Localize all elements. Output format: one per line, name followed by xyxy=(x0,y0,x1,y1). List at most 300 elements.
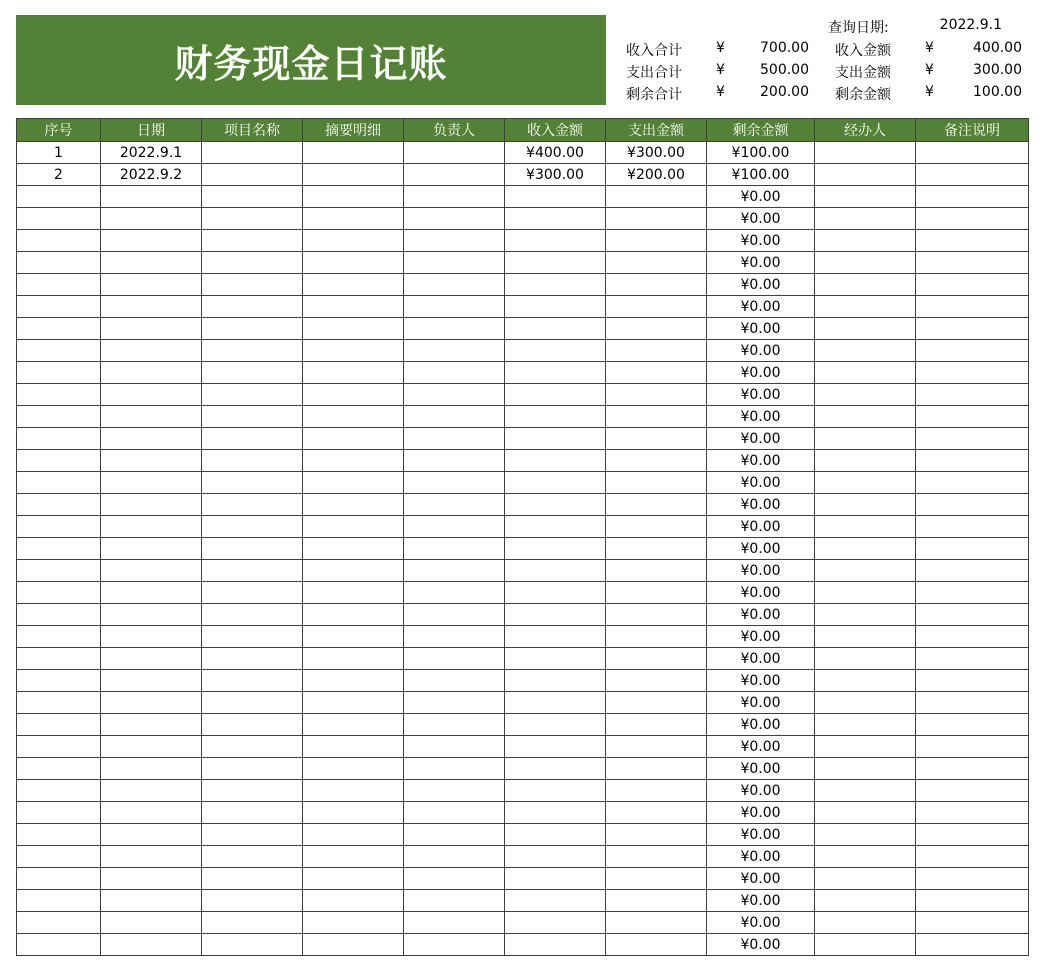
table-cell[interactable] xyxy=(916,560,1029,582)
column-header[interactable]: 经办人 xyxy=(815,119,916,142)
table-cell[interactable] xyxy=(815,626,916,648)
table-cell[interactable] xyxy=(606,296,707,318)
table-cell[interactable] xyxy=(916,582,1029,604)
table-cell[interactable]: ¥0.00 xyxy=(707,516,815,538)
table-cell[interactable] xyxy=(815,648,916,670)
table-cell[interactable] xyxy=(202,934,303,956)
table-cell[interactable] xyxy=(17,538,101,560)
table-cell[interactable] xyxy=(815,318,916,340)
table-cell[interactable] xyxy=(17,494,101,516)
table-cell[interactable] xyxy=(606,208,707,230)
table-cell[interactable] xyxy=(815,670,916,692)
table-cell[interactable] xyxy=(303,758,404,780)
table-cell[interactable] xyxy=(404,318,505,340)
table-cell[interactable] xyxy=(17,428,101,450)
table-cell[interactable] xyxy=(916,252,1029,274)
table-cell[interactable] xyxy=(404,692,505,714)
table-cell[interactable]: ¥300.00 xyxy=(505,164,606,186)
table-cell[interactable]: ¥0.00 xyxy=(707,714,815,736)
table-cell[interactable] xyxy=(404,494,505,516)
table-cell[interactable] xyxy=(404,824,505,846)
table-cell[interactable] xyxy=(606,868,707,890)
table-cell[interactable] xyxy=(916,604,1029,626)
table-cell[interactable] xyxy=(101,780,202,802)
table-cell[interactable] xyxy=(202,802,303,824)
table-cell[interactable] xyxy=(815,890,916,912)
table-cell[interactable] xyxy=(815,714,916,736)
table-cell[interactable]: ¥0.00 xyxy=(707,362,815,384)
table-cell[interactable]: ¥0.00 xyxy=(707,340,815,362)
table-cell[interactable] xyxy=(101,824,202,846)
table-cell[interactable] xyxy=(303,626,404,648)
table-cell[interactable] xyxy=(606,758,707,780)
table-cell[interactable] xyxy=(101,516,202,538)
table-cell[interactable] xyxy=(17,868,101,890)
table-cell[interactable] xyxy=(404,142,505,164)
table-cell[interactable]: ¥0.00 xyxy=(707,208,815,230)
table-cell[interactable] xyxy=(101,692,202,714)
table-cell[interactable] xyxy=(303,472,404,494)
table-cell[interactable] xyxy=(202,450,303,472)
table-cell[interactable] xyxy=(202,846,303,868)
table-cell[interactable] xyxy=(17,230,101,252)
table-cell[interactable] xyxy=(404,164,505,186)
column-header[interactable]: 项目名称 xyxy=(202,119,303,142)
table-cell[interactable] xyxy=(606,318,707,340)
table-cell[interactable] xyxy=(202,560,303,582)
table-cell[interactable] xyxy=(505,582,606,604)
table-cell[interactable] xyxy=(303,604,404,626)
table-cell[interactable] xyxy=(505,604,606,626)
table-cell[interactable] xyxy=(202,230,303,252)
table-cell[interactable] xyxy=(17,912,101,934)
table-cell[interactable] xyxy=(815,780,916,802)
table-cell[interactable] xyxy=(202,758,303,780)
table-cell[interactable] xyxy=(404,186,505,208)
table-cell[interactable] xyxy=(202,912,303,934)
table-cell[interactable] xyxy=(815,934,916,956)
table-cell[interactable] xyxy=(505,472,606,494)
table-cell[interactable] xyxy=(815,846,916,868)
table-cell[interactable] xyxy=(916,868,1029,890)
table-cell[interactable] xyxy=(505,692,606,714)
table-cell[interactable] xyxy=(303,560,404,582)
table-cell[interactable]: ¥0.00 xyxy=(707,912,815,934)
table-cell[interactable] xyxy=(404,802,505,824)
table-cell[interactable] xyxy=(606,890,707,912)
table-cell[interactable] xyxy=(606,450,707,472)
table-cell[interactable] xyxy=(17,318,101,340)
table-cell[interactable] xyxy=(101,912,202,934)
table-cell[interactable] xyxy=(101,802,202,824)
table-cell[interactable] xyxy=(202,384,303,406)
table-cell[interactable] xyxy=(404,604,505,626)
table-cell[interactable] xyxy=(303,714,404,736)
table-cell[interactable] xyxy=(303,648,404,670)
table-cell[interactable] xyxy=(303,582,404,604)
table-cell[interactable] xyxy=(202,296,303,318)
table-cell[interactable] xyxy=(916,274,1029,296)
table-cell[interactable] xyxy=(101,604,202,626)
table-cell[interactable] xyxy=(17,670,101,692)
table-cell[interactable] xyxy=(505,912,606,934)
table-cell[interactable] xyxy=(505,494,606,516)
table-cell[interactable]: ¥0.00 xyxy=(707,846,815,868)
table-cell[interactable] xyxy=(815,186,916,208)
column-header[interactable]: 收入金额 xyxy=(505,119,606,142)
table-cell[interactable]: ¥0.00 xyxy=(707,252,815,274)
table-cell[interactable] xyxy=(303,274,404,296)
table-cell[interactable] xyxy=(505,406,606,428)
table-cell[interactable] xyxy=(606,274,707,296)
table-cell[interactable] xyxy=(404,208,505,230)
table-cell[interactable] xyxy=(606,472,707,494)
table-cell[interactable] xyxy=(815,450,916,472)
column-header[interactable]: 日期 xyxy=(101,119,202,142)
table-cell[interactable] xyxy=(101,560,202,582)
table-cell[interactable] xyxy=(404,472,505,494)
column-header[interactable]: 剩余金额 xyxy=(707,119,815,142)
table-cell[interactable] xyxy=(916,362,1029,384)
table-cell[interactable]: 2 xyxy=(17,164,101,186)
table-cell[interactable] xyxy=(505,560,606,582)
table-cell[interactable] xyxy=(404,714,505,736)
table-cell[interactable] xyxy=(202,406,303,428)
table-cell[interactable]: ¥0.00 xyxy=(707,494,815,516)
table-cell[interactable] xyxy=(303,890,404,912)
table-cell[interactable]: ¥0.00 xyxy=(707,890,815,912)
table-cell[interactable] xyxy=(606,648,707,670)
table-cell[interactable] xyxy=(916,780,1029,802)
table-cell[interactable] xyxy=(404,428,505,450)
table-cell[interactable] xyxy=(606,670,707,692)
table-cell[interactable] xyxy=(17,824,101,846)
table-cell[interactable] xyxy=(202,714,303,736)
table-cell[interactable] xyxy=(101,582,202,604)
table-cell[interactable] xyxy=(101,340,202,362)
table-cell[interactable] xyxy=(404,890,505,912)
table-cell[interactable] xyxy=(303,142,404,164)
table-cell[interactable] xyxy=(815,538,916,560)
table-cell[interactable] xyxy=(303,868,404,890)
table-cell[interactable] xyxy=(202,780,303,802)
table-cell[interactable] xyxy=(404,516,505,538)
table-cell[interactable] xyxy=(303,164,404,186)
table-cell[interactable] xyxy=(815,802,916,824)
table-cell[interactable] xyxy=(606,824,707,846)
table-cell[interactable]: ¥0.00 xyxy=(707,626,815,648)
table-cell[interactable]: ¥0.00 xyxy=(707,934,815,956)
table-cell[interactable] xyxy=(815,164,916,186)
table-cell[interactable]: ¥0.00 xyxy=(707,472,815,494)
table-cell[interactable] xyxy=(303,406,404,428)
table-cell[interactable] xyxy=(916,164,1029,186)
table-cell[interactable] xyxy=(202,494,303,516)
table-cell[interactable] xyxy=(17,472,101,494)
table-cell[interactable]: ¥0.00 xyxy=(707,560,815,582)
table-cell[interactable]: ¥0.00 xyxy=(707,186,815,208)
table-cell[interactable] xyxy=(606,692,707,714)
table-cell[interactable] xyxy=(101,406,202,428)
table-cell[interactable] xyxy=(404,846,505,868)
table-cell[interactable] xyxy=(815,340,916,362)
table-cell[interactable] xyxy=(505,428,606,450)
table-cell[interactable] xyxy=(202,538,303,560)
table-cell[interactable] xyxy=(303,384,404,406)
table-cell[interactable] xyxy=(606,340,707,362)
table-cell[interactable] xyxy=(916,318,1029,340)
table-cell[interactable] xyxy=(916,846,1029,868)
table-cell[interactable]: ¥0.00 xyxy=(707,582,815,604)
table-cell[interactable] xyxy=(101,714,202,736)
table-cell[interactable] xyxy=(17,714,101,736)
table-cell[interactable] xyxy=(404,934,505,956)
table-cell[interactable] xyxy=(202,142,303,164)
table-cell[interactable] xyxy=(505,208,606,230)
table-cell[interactable] xyxy=(404,780,505,802)
table-cell[interactable] xyxy=(505,362,606,384)
table-cell[interactable] xyxy=(17,604,101,626)
table-cell[interactable]: ¥300.00 xyxy=(606,142,707,164)
table-cell[interactable] xyxy=(815,208,916,230)
table-cell[interactable] xyxy=(303,252,404,274)
table-cell[interactable] xyxy=(916,296,1029,318)
table-cell[interactable] xyxy=(916,428,1029,450)
table-cell[interactable] xyxy=(303,670,404,692)
table-cell[interactable] xyxy=(606,802,707,824)
table-cell[interactable] xyxy=(916,692,1029,714)
table-cell[interactable] xyxy=(101,626,202,648)
table-cell[interactable] xyxy=(303,846,404,868)
table-cell[interactable] xyxy=(815,428,916,450)
table-cell[interactable] xyxy=(916,494,1029,516)
table-cell[interactable] xyxy=(17,296,101,318)
table-cell[interactable] xyxy=(815,582,916,604)
table-cell[interactable] xyxy=(202,626,303,648)
table-cell[interactable] xyxy=(202,736,303,758)
table-cell[interactable]: ¥0.00 xyxy=(707,758,815,780)
table-cell[interactable] xyxy=(101,252,202,274)
table-cell[interactable] xyxy=(202,868,303,890)
table-cell[interactable] xyxy=(303,824,404,846)
table-cell[interactable] xyxy=(202,362,303,384)
table-cell[interactable] xyxy=(505,274,606,296)
table-cell[interactable] xyxy=(606,428,707,450)
table-cell[interactable] xyxy=(303,934,404,956)
table-cell[interactable] xyxy=(505,230,606,252)
table-cell[interactable] xyxy=(303,230,404,252)
table-cell[interactable] xyxy=(606,736,707,758)
table-cell[interactable] xyxy=(916,186,1029,208)
table-cell[interactable]: ¥0.00 xyxy=(707,450,815,472)
table-cell[interactable] xyxy=(505,736,606,758)
table-cell[interactable]: ¥0.00 xyxy=(707,384,815,406)
table-cell[interactable] xyxy=(505,252,606,274)
table-cell[interactable] xyxy=(303,802,404,824)
table-cell[interactable] xyxy=(404,384,505,406)
table-cell[interactable] xyxy=(17,736,101,758)
table-cell[interactable] xyxy=(505,538,606,560)
column-header[interactable]: 备注说明 xyxy=(916,119,1029,142)
table-cell[interactable] xyxy=(101,846,202,868)
table-cell[interactable]: ¥100.00 xyxy=(707,142,815,164)
table-cell[interactable] xyxy=(17,252,101,274)
table-cell[interactable]: 1 xyxy=(17,142,101,164)
table-cell[interactable] xyxy=(17,516,101,538)
table-cell[interactable] xyxy=(303,692,404,714)
table-cell[interactable] xyxy=(101,318,202,340)
table-cell[interactable] xyxy=(916,626,1029,648)
table-cell[interactable] xyxy=(303,494,404,516)
table-cell[interactable] xyxy=(404,582,505,604)
table-cell[interactable] xyxy=(606,780,707,802)
table-cell[interactable] xyxy=(505,626,606,648)
table-cell[interactable] xyxy=(303,296,404,318)
table-cell[interactable] xyxy=(505,384,606,406)
table-cell[interactable] xyxy=(404,274,505,296)
table-cell[interactable] xyxy=(303,428,404,450)
table-cell[interactable] xyxy=(916,340,1029,362)
table-cell[interactable] xyxy=(17,758,101,780)
table-cell[interactable] xyxy=(101,758,202,780)
table-cell[interactable] xyxy=(202,318,303,340)
table-cell[interactable] xyxy=(606,714,707,736)
table-cell[interactable] xyxy=(101,186,202,208)
table-cell[interactable] xyxy=(606,582,707,604)
table-cell[interactable] xyxy=(815,296,916,318)
table-cell[interactable] xyxy=(505,670,606,692)
table-cell[interactable] xyxy=(606,934,707,956)
table-cell[interactable] xyxy=(606,406,707,428)
table-cell[interactable]: ¥0.00 xyxy=(707,538,815,560)
table-cell[interactable] xyxy=(404,626,505,648)
table-cell[interactable] xyxy=(606,846,707,868)
table-cell[interactable] xyxy=(303,362,404,384)
table-cell[interactable] xyxy=(505,934,606,956)
table-cell[interactable] xyxy=(404,252,505,274)
table-cell[interactable] xyxy=(202,164,303,186)
table-cell[interactable] xyxy=(606,912,707,934)
table-cell[interactable] xyxy=(202,648,303,670)
table-cell[interactable] xyxy=(17,186,101,208)
table-cell[interactable] xyxy=(606,538,707,560)
table-cell[interactable] xyxy=(815,758,916,780)
table-cell[interactable] xyxy=(404,670,505,692)
table-cell[interactable] xyxy=(815,362,916,384)
table-cell[interactable] xyxy=(916,384,1029,406)
table-cell[interactable] xyxy=(303,208,404,230)
table-cell[interactable] xyxy=(101,428,202,450)
column-header[interactable]: 负责人 xyxy=(404,119,505,142)
table-cell[interactable] xyxy=(101,472,202,494)
table-cell[interactable] xyxy=(17,362,101,384)
table-cell[interactable] xyxy=(101,450,202,472)
table-cell[interactable] xyxy=(815,406,916,428)
table-cell[interactable] xyxy=(815,494,916,516)
table-cell[interactable] xyxy=(606,230,707,252)
table-cell[interactable] xyxy=(404,362,505,384)
table-cell[interactable] xyxy=(606,186,707,208)
table-cell[interactable] xyxy=(815,472,916,494)
table-cell[interactable] xyxy=(815,560,916,582)
table-cell[interactable] xyxy=(303,780,404,802)
table-cell[interactable] xyxy=(505,296,606,318)
table-cell[interactable] xyxy=(303,736,404,758)
table-cell[interactable] xyxy=(101,274,202,296)
table-cell[interactable] xyxy=(606,604,707,626)
table-cell[interactable] xyxy=(17,648,101,670)
table-cell[interactable] xyxy=(202,604,303,626)
table-cell[interactable] xyxy=(303,516,404,538)
table-cell[interactable] xyxy=(17,934,101,956)
table-cell[interactable] xyxy=(505,802,606,824)
table-cell[interactable]: ¥0.00 xyxy=(707,868,815,890)
table-cell[interactable]: ¥0.00 xyxy=(707,428,815,450)
table-cell[interactable]: ¥400.00 xyxy=(505,142,606,164)
table-cell[interactable] xyxy=(404,736,505,758)
table-cell[interactable] xyxy=(606,362,707,384)
table-cell[interactable]: ¥0.00 xyxy=(707,670,815,692)
table-cell[interactable] xyxy=(404,450,505,472)
table-cell[interactable] xyxy=(101,230,202,252)
table-cell[interactable] xyxy=(17,384,101,406)
table-cell[interactable]: ¥0.00 xyxy=(707,604,815,626)
table-cell[interactable] xyxy=(17,208,101,230)
table-cell[interactable] xyxy=(202,692,303,714)
table-cell[interactable] xyxy=(17,890,101,912)
table-cell[interactable] xyxy=(505,516,606,538)
table-cell[interactable] xyxy=(505,318,606,340)
table-cell[interactable]: ¥200.00 xyxy=(606,164,707,186)
table-cell[interactable] xyxy=(916,230,1029,252)
table-cell[interactable] xyxy=(606,560,707,582)
table-cell[interactable] xyxy=(404,758,505,780)
table-cell[interactable] xyxy=(202,274,303,296)
table-cell[interactable] xyxy=(916,472,1029,494)
table-cell[interactable] xyxy=(202,340,303,362)
column-header[interactable]: 支出金额 xyxy=(606,119,707,142)
table-cell[interactable] xyxy=(404,912,505,934)
table-cell[interactable] xyxy=(404,560,505,582)
table-cell[interactable] xyxy=(916,406,1029,428)
table-cell[interactable] xyxy=(815,142,916,164)
table-cell[interactable] xyxy=(916,450,1029,472)
table-cell[interactable] xyxy=(101,648,202,670)
table-cell[interactable] xyxy=(916,208,1029,230)
table-cell[interactable] xyxy=(815,912,916,934)
table-cell[interactable] xyxy=(202,472,303,494)
table-cell[interactable]: ¥0.00 xyxy=(707,736,815,758)
table-cell[interactable] xyxy=(101,736,202,758)
table-cell[interactable] xyxy=(303,318,404,340)
table-cell[interactable] xyxy=(202,516,303,538)
table-cell[interactable] xyxy=(303,186,404,208)
table-cell[interactable] xyxy=(815,692,916,714)
table-cell[interactable]: ¥0.00 xyxy=(707,296,815,318)
table-cell[interactable]: ¥100.00 xyxy=(707,164,815,186)
table-cell[interactable] xyxy=(202,670,303,692)
table-cell[interactable] xyxy=(505,186,606,208)
table-cell[interactable]: 2022.9.2 xyxy=(101,164,202,186)
table-cell[interactable] xyxy=(17,406,101,428)
table-cell[interactable] xyxy=(17,582,101,604)
table-cell[interactable] xyxy=(202,186,303,208)
table-cell[interactable] xyxy=(815,252,916,274)
table-cell[interactable] xyxy=(916,142,1029,164)
table-cell[interactable]: ¥0.00 xyxy=(707,318,815,340)
table-cell[interactable] xyxy=(505,648,606,670)
table-cell[interactable] xyxy=(101,384,202,406)
